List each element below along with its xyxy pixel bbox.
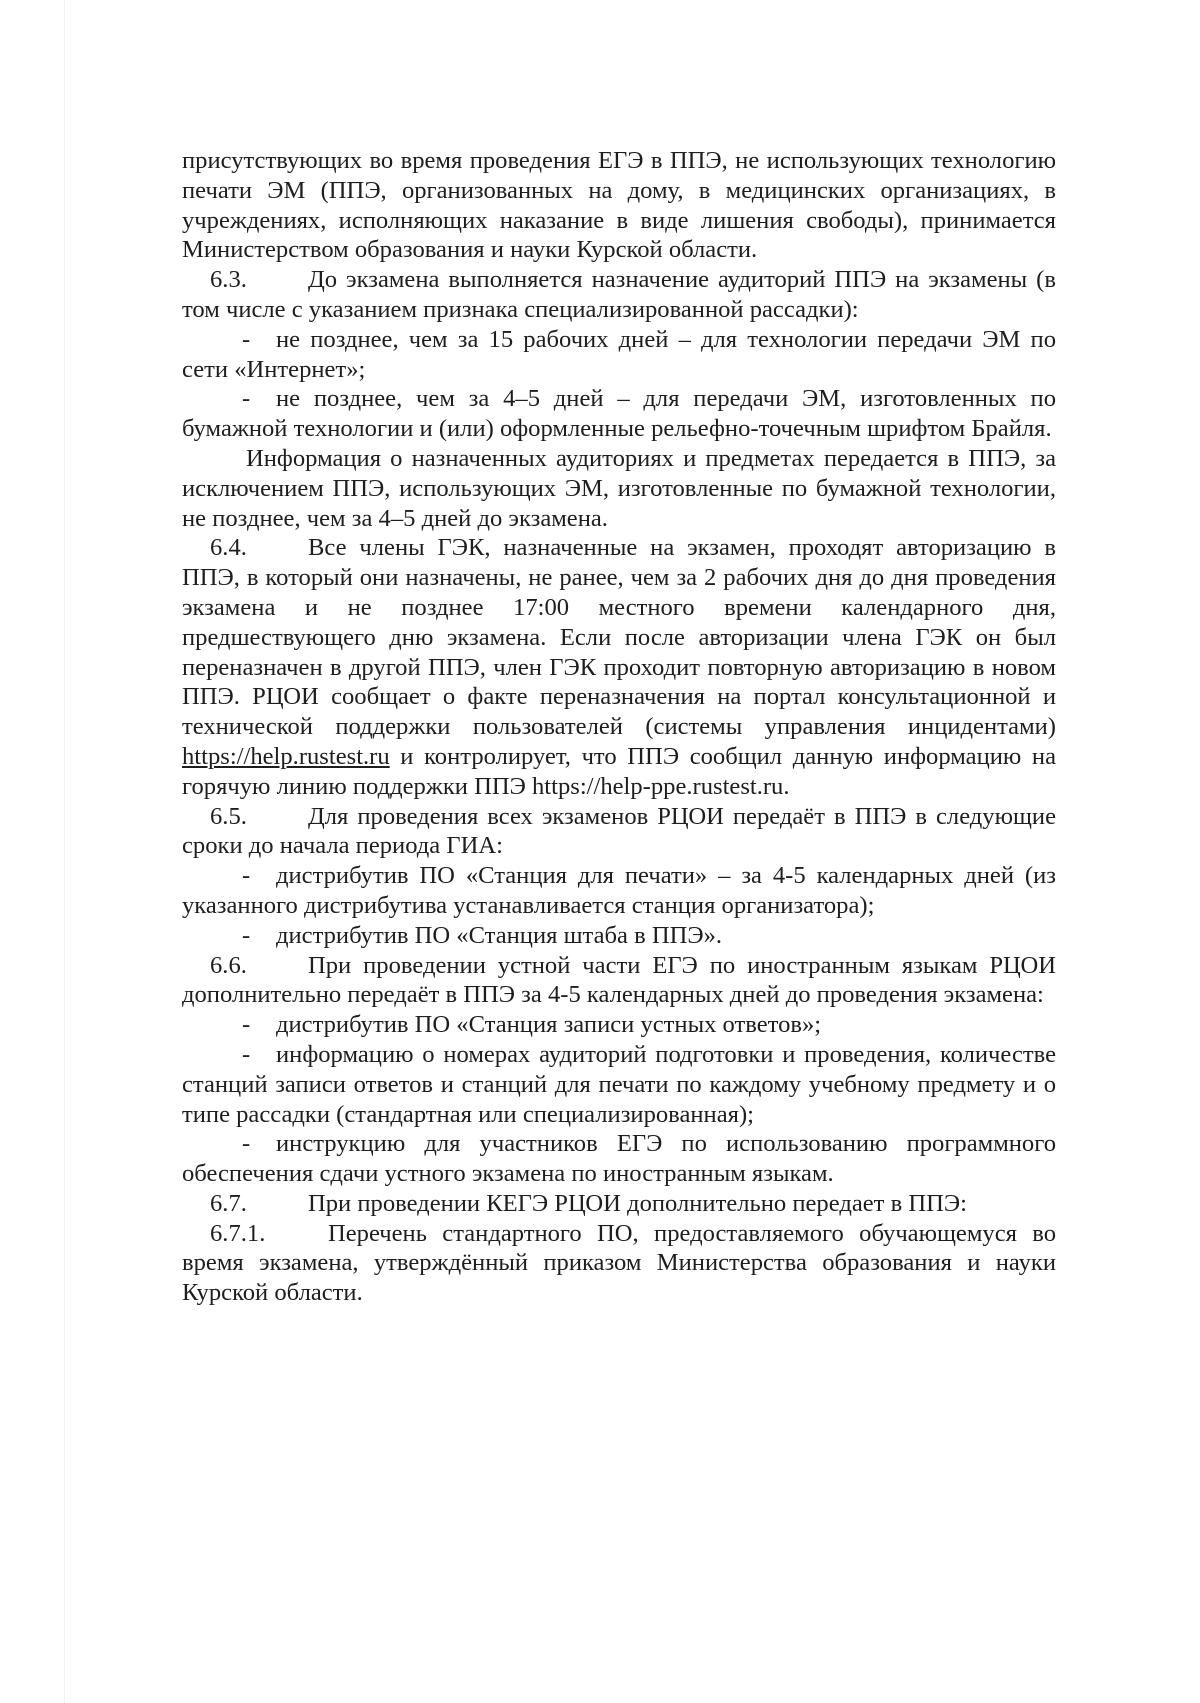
- list-item-text: информацию о номерах аудиторий подготовки и проведения, количестве станций записи ответов и станций для печати по каждому учебному предмету и о типе рассадки (стандартная или специализированная);: [182, 1040, 1056, 1128]
- paragraph-6-7-1: [182, 1219, 1056, 1308]
- paragraph-6-5: [182, 802, 1056, 862]
- list-item-text: не позднее, чем за 15 рабочих дней – для технологии передачи ЭМ по сети «Интернет»;: [182, 325, 1056, 383]
- paragraph-text: присутствующих во время проведения ЕГЭ в ППЭ, не использующих технологию печати ЭМ (ППЭ, организованных на дому, в медицинских организациях, в учреждениях, исполняющих наказание в виде лишения свободы), принимается Министерством образования и науки Курской области.: [182, 147, 1056, 264]
- list-item-text: инструкцию для участников ЕГЭ по использованию программного обеспечения сдачи устного экзамена по иностранным языкам.: [182, 1130, 1056, 1188]
- paragraph-info: [182, 444, 1056, 533]
- dash-list-item: [182, 325, 1056, 385]
- dash-list-item: [182, 384, 1056, 444]
- paragraph-number: 6.5.: [210, 802, 247, 830]
- dash-list-item: [182, 921, 1056, 951]
- help-portal-link[interactable]: https://help.rustest.ru: [182, 742, 390, 770]
- dash-bullet: -: [242, 1011, 251, 1039]
- paragraph-6-4: [182, 533, 1056, 801]
- dash-bullet: -: [242, 1130, 251, 1158]
- paragraph-text-after-link: и контролирует, что ППЭ сообщил данную информацию на горячую линию поддержки ППЭ https://help-ppe.rustest.ru.: [182, 742, 1056, 800]
- paragraph-text: Перечень стандартного ПО, предоставляемого обучающемуся во время экзамена, утверждённый приказом Министерства образования и науки Курской области.: [182, 1219, 1056, 1307]
- paragraph-text: При проведении КЕГЭ РЦОИ дополнительно передает в ППЭ:: [308, 1189, 967, 1217]
- scan-edge-line: [64, 0, 65, 1703]
- paragraph-text: Все члены ГЭК, назначенные на экзамен, проходят авторизацию в ППЭ, в который они назначены, не ранее, чем за 2 рабочих дня до дня проведения экзамена и не позднее 17:00 местного времени календарного дня, предшествующего дню экзамена. Если после авторизации члена ГЭК он был переназначен в другой ППЭ, член ГЭК проходит повторную авторизацию в новом ППЭ. РЦОИ сообщает о факте переназначения на портал консультационной и технической поддержки пользователей (системы управления инцидентами): [182, 534, 1056, 741]
- paragraph-number: 6.4.: [210, 534, 247, 562]
- paragraph-continuation: [182, 146, 1056, 265]
- paragraph-number: 6.3.: [210, 266, 247, 294]
- document-body: [182, 146, 1056, 1308]
- dash-bullet: -: [242, 921, 251, 949]
- list-item-text: дистрибутив ПО «Станция штаба в ППЭ».: [276, 921, 723, 949]
- dash-bullet: -: [242, 1040, 251, 1068]
- dash-list-item: [182, 1129, 1056, 1189]
- paragraph-6-6: [182, 951, 1056, 1011]
- dash-bullet: -: [242, 862, 251, 890]
- dash-list-item: [182, 1040, 1056, 1129]
- dash-list-item: [182, 861, 1056, 921]
- paragraph-text: До экзамена выполняется назначение аудиторий ППЭ на экзамены (в том числе с указанием признака специализированной рассадки):: [182, 266, 1056, 323]
- paragraph-number: 6.7.1.: [210, 1219, 266, 1247]
- list-item-text: не позднее, чем за 4–5 дней – для передачи ЭМ, изготовленных по бумажной технологии и (или) оформленные рельефно-точечным шрифтом Брайля.: [182, 385, 1056, 443]
- paragraph-6-7: [182, 1189, 1056, 1219]
- list-item-text: дистрибутив ПО «Станция для печати» – за 4-5 календарных дней (из указанного дистрибутива устанавливается станция организатора);: [182, 862, 1056, 919]
- paragraph-text: Информация о назначенных аудиториях и предметах передается в ППЭ, за исключением ППЭ, использующих ЭМ, изготовленные по бумажной технологии, не позднее, чем за 4–5 дней до экзамена.: [182, 444, 1056, 532]
- paragraph-6-3: [182, 265, 1056, 325]
- paragraph-text: При проведении устной части ЕГЭ по иностранным языкам РЦОИ дополнительно передаёт в ППЭ за 4-5 календарных дней до проведения экзамена:: [182, 951, 1056, 1009]
- paragraph-text: Для проведения всех экзаменов РЦОИ передаёт в ППЭ в следующие сроки до начала периода ГИА:: [182, 802, 1056, 860]
- dash-bullet: -: [242, 325, 251, 353]
- paragraph-number: 6.7.: [210, 1189, 247, 1217]
- list-item-text: дистрибутив ПО «Станция записи устных ответов»;: [276, 1011, 822, 1039]
- paragraph-number: 6.6.: [210, 951, 247, 979]
- dash-bullet: -: [242, 385, 251, 413]
- dash-list-item: [182, 1010, 1056, 1040]
